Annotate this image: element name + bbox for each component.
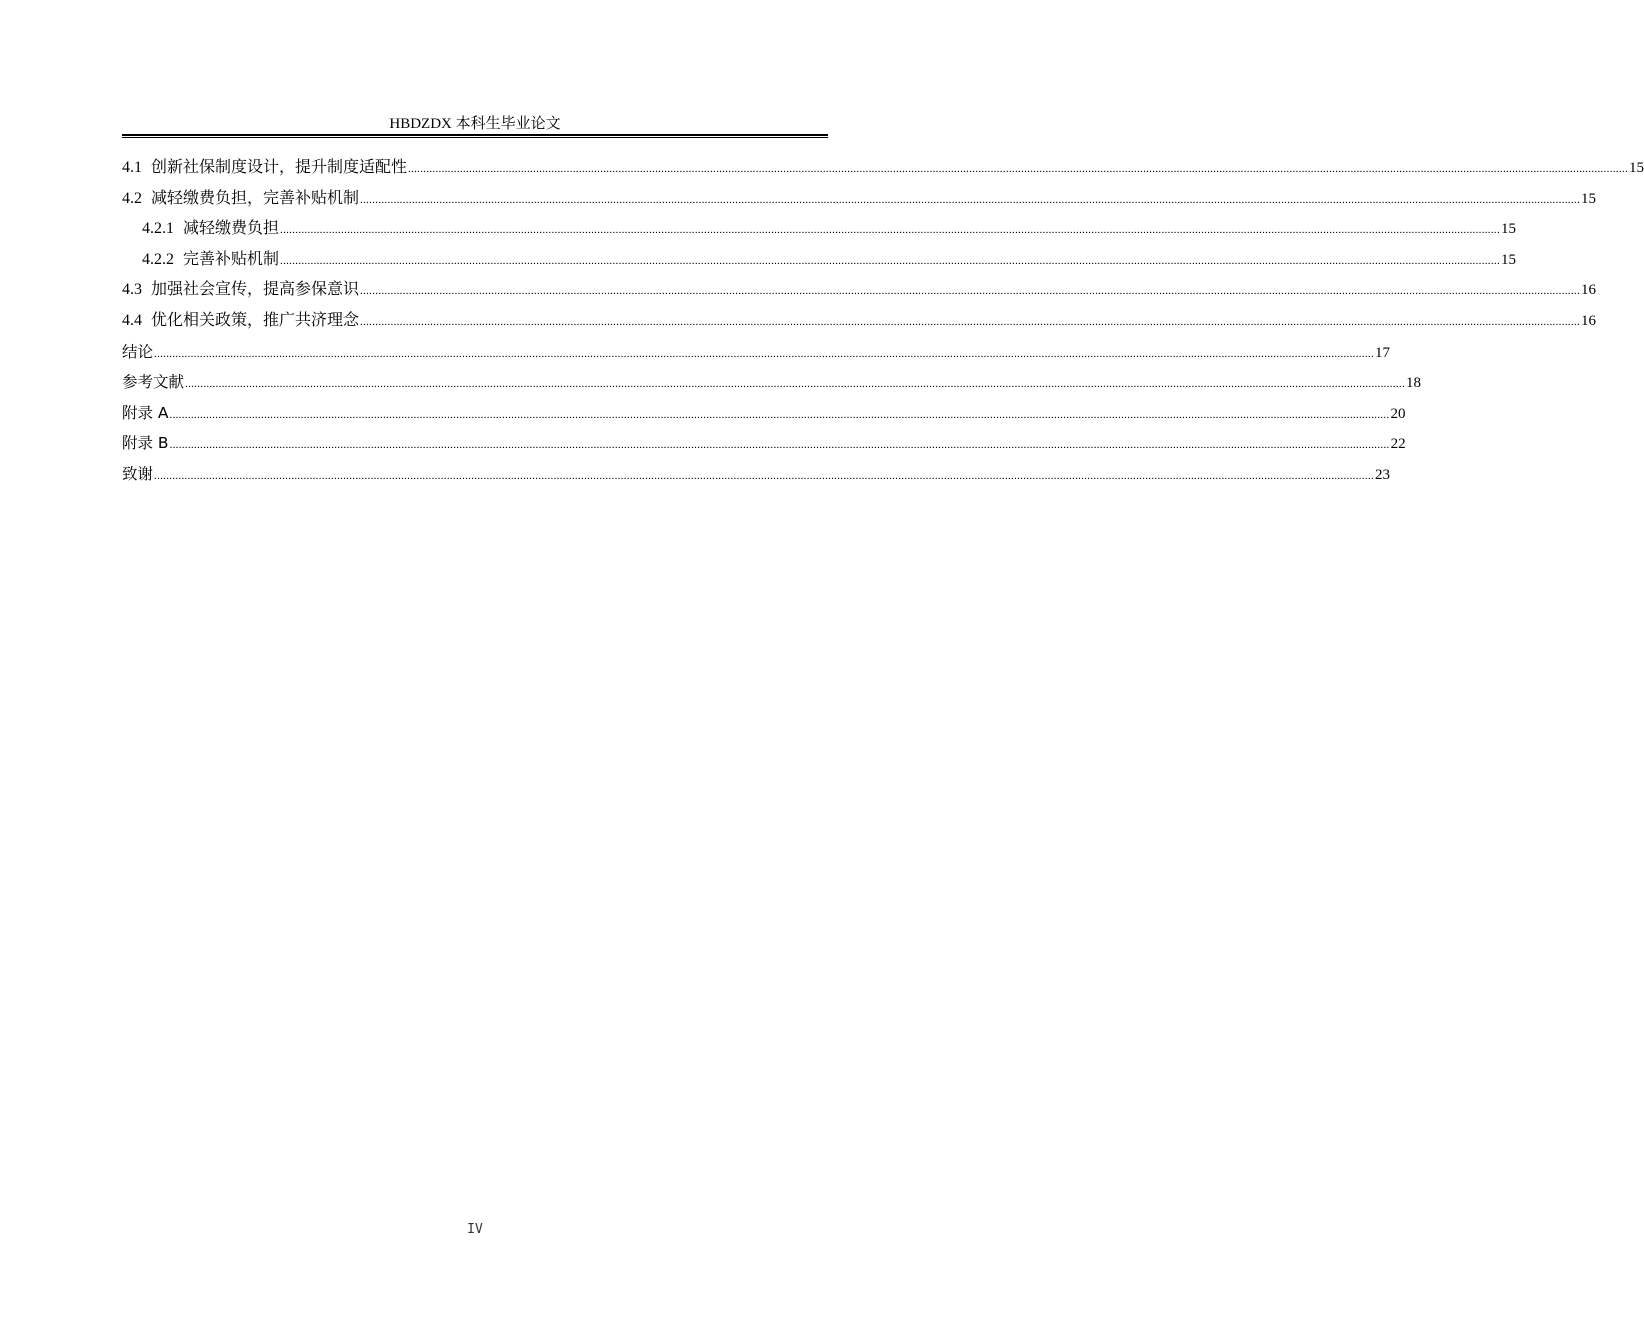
toc-dot-leader: ................................................................................................................................................................................................................................................................................................................................................................................................................ <box>169 439 1390 452</box>
toc-entry-title: 优化相关政策，推广共济理念 <box>151 311 360 329</box>
toc-entry-page: 17 <box>1375 344 1391 361</box>
toc-entry-page: 15 <box>1501 251 1517 268</box>
toc-entry-page: 20 <box>1390 405 1406 422</box>
toc-entry-number: 4.3 <box>122 281 142 299</box>
toc-entry-number: 4.2 <box>122 189 142 207</box>
toc-entry-page: 15 <box>1581 190 1597 207</box>
toc-entry[interactable] <box>122 275 1597 306</box>
toc-entry-number: 4.4 <box>122 311 142 329</box>
toc-entry-title: 创新社保制度设计，提升制度适配性 <box>151 159 408 176</box>
toc-entry[interactable] <box>122 214 1517 245</box>
toc-entry-text <box>122 184 359 215</box>
toc-dot-leader: ................................................................................................................................................................................................................................................................................................................................................................................................................ <box>360 315 1581 328</box>
toc-entry[interactable] <box>122 459 1391 490</box>
toc-entry[interactable] <box>122 245 1517 276</box>
toc-entry-text <box>122 367 184 398</box>
toc-dot-leader: ................................................................................................................................................................................................................................................................................................................................................................................................................ <box>280 254 1501 267</box>
toc-entry-text <box>122 306 359 337</box>
toc-entry-text <box>122 153 407 184</box>
toc-entry[interactable] <box>122 153 1644 184</box>
toc-entry-page: 22 <box>1390 436 1406 453</box>
toc-entry-page: 18 <box>1406 375 1422 392</box>
toc-entry-title: 加强社会宣传，提高参保意识 <box>151 281 360 299</box>
toc-entry-title: 参考文献 <box>122 373 185 392</box>
toc-entry-title: 减轻缴费负担，完善补贴机制 <box>151 189 360 207</box>
toc-dot-leader: ................................................................................................................................................................................................................................................................................................................................................................................................................ <box>360 285 1581 298</box>
toc-dot-leader: ................................................................................................................................................................................................................................................................................................................................................................................................................ <box>408 163 1629 175</box>
toc-entry-page: 16 <box>1581 312 1597 329</box>
toc-entry-number: 4.2.1 <box>142 220 174 238</box>
toc-entry-title: 致谢 <box>122 464 154 483</box>
toc-entry-page: 15 <box>1629 160 1644 176</box>
toc-entry-title: 结论 <box>122 342 154 361</box>
toc-entry-title: 减轻缴费负担 <box>183 220 280 238</box>
toc-entry[interactable] <box>122 306 1597 337</box>
table-of-contents <box>122 153 1644 490</box>
toc-entry-title: 完善补贴机制 <box>183 250 280 268</box>
toc-entry[interactable] <box>122 367 1422 398</box>
page-number: IV <box>467 1222 483 1237</box>
toc-entry-number: 4.2.2 <box>142 250 174 268</box>
toc-entry-page: 15 <box>1501 221 1517 238</box>
toc-entry-number: 4.1 <box>122 159 142 176</box>
toc-entry-title: 附录 B <box>122 434 169 453</box>
toc-entry[interactable] <box>122 428 1406 459</box>
toc-entry-title: 附录 A <box>122 403 169 422</box>
toc-dot-leader: ................................................................................................................................................................................................................................................................................................................................................................................................................ <box>169 408 1390 421</box>
toc-dot-leader: ................................................................................................................................................................................................................................................................................................................................................................................................................ <box>154 469 1375 482</box>
toc-entry-page: 16 <box>1581 282 1597 299</box>
toc-dot-leader: ................................................................................................................................................................................................................................................................................................................................................................................................................ <box>185 378 1406 391</box>
toc-dot-leader: ................................................................................................................................................................................................................................................................................................................................................................................................................ <box>360 193 1581 206</box>
toc-entry[interactable] <box>122 398 1406 429</box>
toc-dot-leader: ................................................................................................................................................................................................................................................................................................................................................................................................................ <box>280 224 1501 237</box>
toc-entry-page: 23 <box>1375 466 1391 483</box>
toc-entry-text <box>122 337 153 368</box>
page-header-title: HBDZDX 本科生毕业论文 <box>389 116 561 132</box>
toc-entry-text <box>142 214 279 245</box>
toc-dot-leader: ................................................................................................................................................................................................................................................................................................................................................................................................................ <box>154 347 1375 360</box>
header-divider <box>122 134 828 138</box>
toc-entry-text <box>122 275 359 306</box>
toc-entry-text <box>142 245 279 276</box>
toc-entry-text <box>122 428 169 459</box>
toc-entry-text <box>122 459 153 490</box>
toc-entry-text <box>122 398 169 429</box>
toc-entry[interactable] <box>122 184 1597 215</box>
toc-entry[interactable] <box>122 337 1391 368</box>
